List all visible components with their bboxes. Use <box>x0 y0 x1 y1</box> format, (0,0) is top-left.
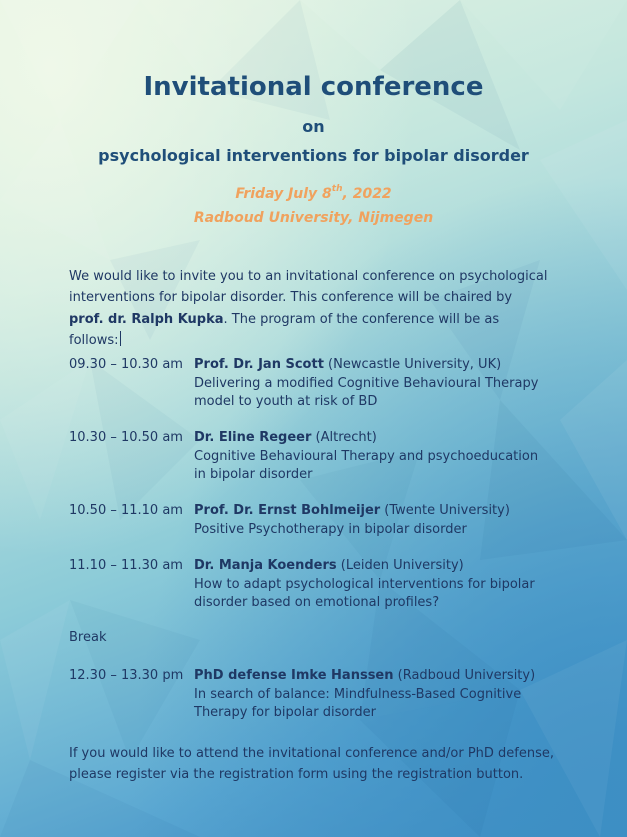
speaker-name: Prof. Dr. Jan Scott <box>194 357 324 372</box>
speaker-name: Dr. Eline Regeer <box>194 430 312 445</box>
session-detail <box>194 429 539 485</box>
speaker-affiliation: (Altrecht) <box>311 430 377 445</box>
session-talk-title: In search of balance: Mindfulness-Based Cognitive Therapy for bipolar disorder <box>194 686 522 721</box>
page-title: Invitational conference <box>143 72 484 102</box>
intro-paragraph <box>69 266 549 351</box>
session-speaker <box>194 667 539 686</box>
conference-topic: psychological interventions for bipolar disorder <box>98 146 529 165</box>
event-location: Radboud University, Nijmegen <box>193 210 434 226</box>
intro-text-after: . The program of the conference will be as follows: <box>69 311 500 348</box>
intro-text-before: We would like to invite you to an invitational conference on psychological interventions for bipolar disorder. This conference will be chaired by <box>69 269 548 306</box>
session-time: 11.10 – 11.30 am <box>69 558 183 573</box>
speaker-name: Prof. Dr. Ernst Bohlmeijer <box>194 503 381 518</box>
session-speaker <box>194 557 539 576</box>
title-connector: on <box>302 117 325 136</box>
speaker-affiliation: (Newcastle University, UK) <box>323 357 502 372</box>
session-talk-title: Cognitive Behavioural Therapy and psychoeducation in bipolar disorder <box>194 448 539 483</box>
session-detail <box>194 502 539 539</box>
chair-name: prof. dr. Ralph Kupka <box>69 311 224 327</box>
session-speaker <box>194 356 539 375</box>
session-detail <box>194 667 539 723</box>
speaker-affiliation: (Twente University) <box>380 503 510 518</box>
speaker-affiliation: (Leiden University) <box>336 558 464 573</box>
text-cursor <box>120 331 121 346</box>
session-talk-title: Delivering a modified Cognitive Behavioural Therapy model to youth at risk of BD <box>194 375 539 410</box>
date-ordinal: th <box>331 184 343 194</box>
speaker-name: PhD defense Imke Hanssen <box>194 668 394 683</box>
session-talk-title: How to adapt psychological interventions for bipolar disorder based on emotional profiles? <box>194 576 535 611</box>
registration-note: If you would like to attend the invitational conference and/or PhD defense, please register via the registration form using the registration button. <box>69 746 555 782</box>
speaker-name: Dr. Manja Koenders <box>194 558 337 573</box>
break-label: Break <box>69 630 107 645</box>
session-time: 09.30 – 10.30 am <box>69 357 183 372</box>
session-talk-title: Positive Psychotherapy in bipolar disorder <box>194 521 467 537</box>
event-date <box>0 186 627 202</box>
session-speaker <box>194 502 539 521</box>
date-prefix: Friday July 8 <box>235 186 332 202</box>
session-detail <box>194 356 539 412</box>
session-time: 10.50 – 11.10 am <box>69 503 183 518</box>
session-time: 10.30 – 10.50 am <box>69 430 183 445</box>
session-time: 12.30 – 13.30 pm <box>69 668 184 683</box>
date-suffix: , 2022 <box>342 186 392 202</box>
session-speaker <box>194 429 539 448</box>
session-detail <box>194 557 539 613</box>
speaker-affiliation: (Radboud University) <box>393 668 536 683</box>
